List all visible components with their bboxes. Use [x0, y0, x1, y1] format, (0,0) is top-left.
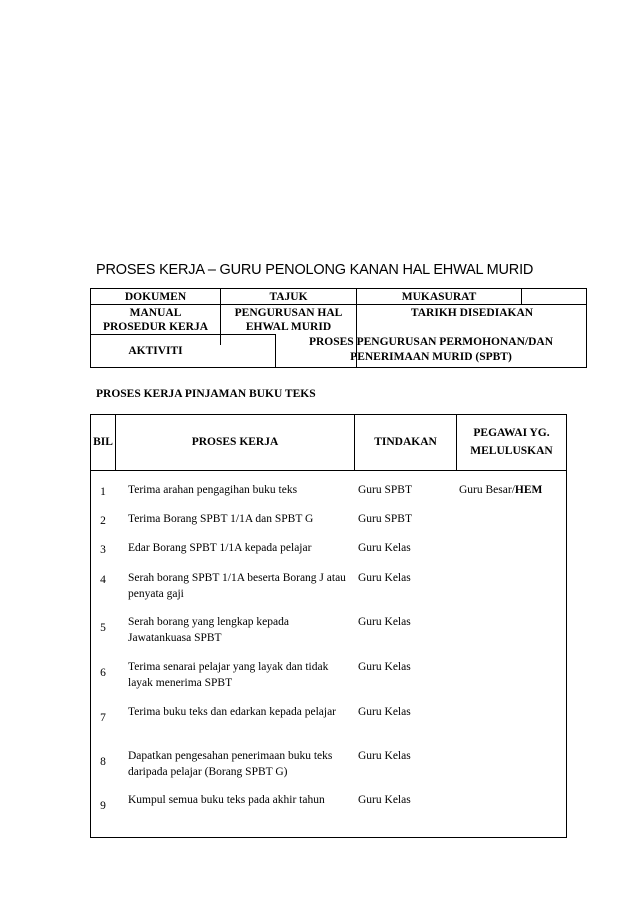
- header-divider: [521, 289, 522, 305]
- row-number: 5: [100, 622, 106, 634]
- aktiviti-label: AKTIVITI: [128, 345, 183, 357]
- dokumen-label: DOKUMEN: [124, 291, 187, 303]
- dokumen-value: PROSEDUR KERJA: [102, 321, 209, 333]
- tarikh-label: TARIKH DISEDIAKAN: [410, 307, 534, 319]
- tajuk-label: TAJUK: [269, 291, 308, 303]
- row-number: 2: [100, 515, 106, 527]
- tajuk-value: EHWAL MURID: [245, 321, 332, 333]
- row-proses: Kumpul semua buku teks pada akhir tahun: [128, 794, 325, 806]
- row-number: 8: [100, 756, 106, 768]
- row-proses: Serah borang SPBT 1/1A beserta Borang J atau penyata gaji: [128, 572, 346, 600]
- row-number: 1: [100, 486, 106, 498]
- row-tindakan: Guru SPBT: [358, 484, 412, 496]
- mukasurat-label: MUKASURAT: [401, 291, 477, 303]
- row-tindakan: Guru Kelas: [358, 706, 411, 718]
- aktiviti-value: PENERIMAAN MURID (SPBT): [350, 351, 512, 363]
- process-table: [90, 414, 567, 838]
- dokumen-value: MANUAL: [129, 307, 182, 319]
- row-number: 6: [100, 667, 106, 679]
- row-number: 9: [100, 800, 106, 812]
- row-tindakan: Guru Kelas: [358, 794, 411, 806]
- row-tindakan: Guru Kelas: [358, 572, 411, 584]
- row-proses: Edar Borang SPBT 1/1A kepada pelajar: [128, 542, 312, 554]
- column-header-proses: PROSES KERJA: [191, 436, 279, 448]
- header-divider: [91, 304, 586, 305]
- row-proses: Terima buku teks dan edarkan kepada pelajar: [128, 706, 337, 718]
- row-proses: Terima arahan pengagihan buku teks: [128, 484, 298, 496]
- tajuk-value: PENGURUSAN HAL: [234, 307, 343, 319]
- row-pegawai: [459, 482, 564, 498]
- header-divider: [91, 334, 275, 335]
- row-number: 3: [100, 544, 106, 556]
- row-proses: Serah borang yang lengkap kepada Jawatankuasa SPBT: [128, 616, 289, 644]
- column-header-pegawai: MELULUSKAN: [470, 445, 553, 457]
- aktiviti-value: PROSES PENGURUSAN PERMOHONAN/DAN: [308, 336, 554, 348]
- row-proses: Dapatkan pengesahan penerimaan buku teks daripada pelajar (Borang SPBT G): [128, 750, 333, 778]
- column-header-tindakan: TINDAKAN: [374, 436, 437, 448]
- row-tindakan: Guru Kelas: [358, 750, 411, 762]
- header-row-divider: [91, 470, 566, 471]
- row-pegawai-text: Guru Besar/: [459, 484, 515, 496]
- section-title: PROSES KERJA PINJAMAN BUKU TEKS: [96, 388, 316, 400]
- row-tindakan: Guru SPBT: [358, 513, 412, 525]
- row-pegawai-bold: HEM: [514, 484, 543, 496]
- row-proses: Terima Borang SPBT 1/1A dan SPBT G: [128, 513, 314, 525]
- header-table: [90, 288, 587, 368]
- page-title: PROSES KERJA – GURU PENOLONG KANAN HAL EHWAL MURID: [96, 262, 534, 278]
- row-tindakan: Guru Kelas: [358, 542, 411, 554]
- row-tindakan: Guru Kelas: [358, 616, 411, 628]
- row-number: 7: [100, 712, 106, 724]
- row-tindakan: Guru Kelas: [358, 661, 411, 673]
- column-header-pegawai: PEGAWAI YG.: [473, 427, 550, 439]
- column-header-bil: BIL: [93, 436, 113, 448]
- row-number: 4: [100, 574, 106, 586]
- row-proses: Terima senarai pelajar yang layak dan tidak layak menerima SPBT: [128, 661, 329, 689]
